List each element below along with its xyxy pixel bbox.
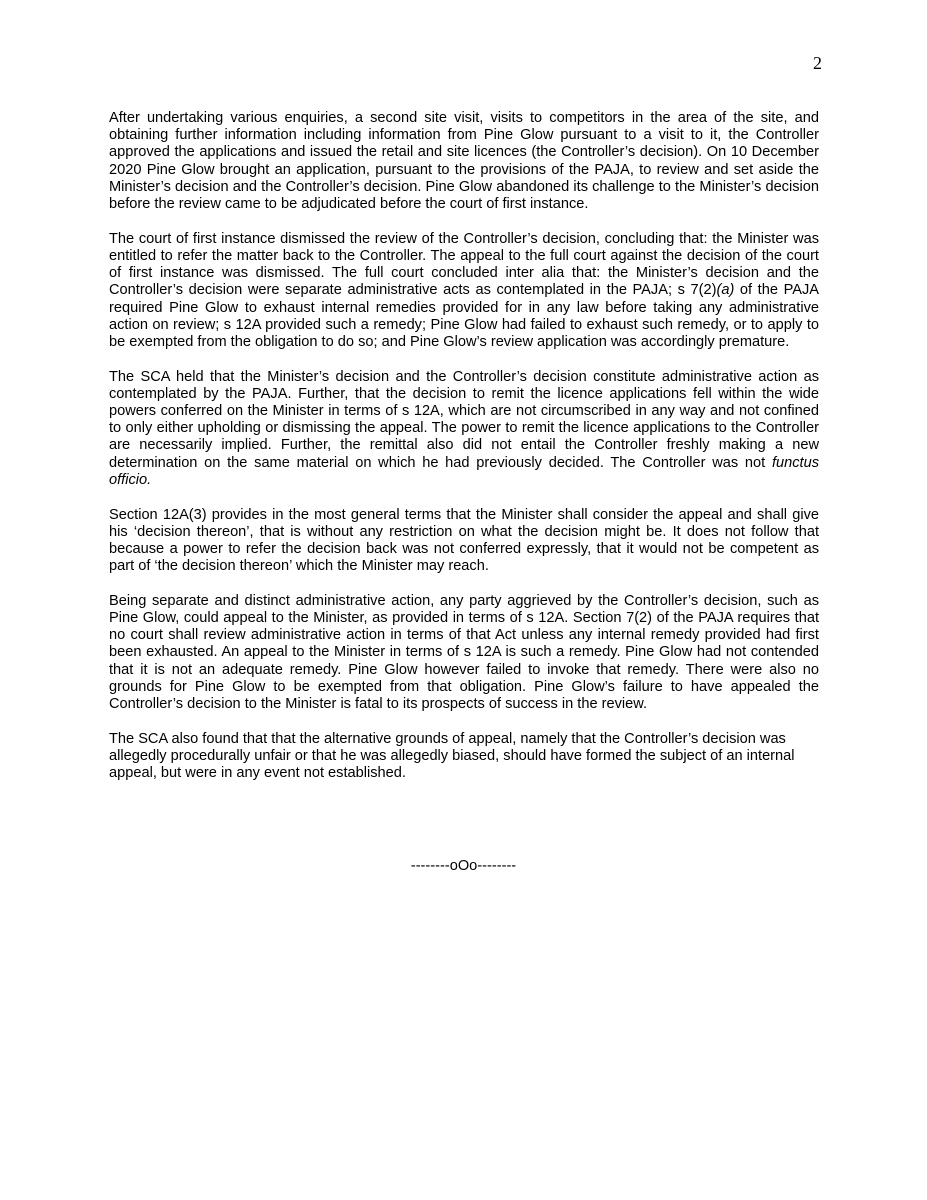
paragraph-controller-decision: After undertaking various enquiries, a second site visit, visits to competitors in the area of the site, and obtaining further information including information from Pine Glow pursuant to a visit to it, the Controller approved the applications and issued the retail and site licences (the Controller’s decision). On 10 December 2020 Pine Glow brought an application, pursuant to the provisions of the PAJA, to review and set aside the Minister’s decision and the Controller’s decision. Pine Glow abandoned its challenge to the Minister’s decision before the review came to be adjudicated before the court of first instance.: [109, 110, 819, 213]
paragraph-text: The court of first instance dismissed the review of the Controller’s decision, concluding that: the Minister was entitled to refer the matter back to the Controller. The appeal to the full court against the decision of the court of first instance was dismissed. The full court concluded inter alia that: the Minister’s decision and the Controller’s decision were separate administrative acts as contemplated in the PAJA; s 7(2): [109, 230, 819, 299]
paragraph-separate-administrative-action: Being separate and distinct administrative action, any party aggrieved by the Controller’s decision, such as Pine Glow, could appeal to the Minister, as provided in terms of s 12A. Section 7(2) of the PAJA requires that no court shall review administrative action in terms of that Act unless any internal remedy provided had first been exhausted. An appeal to the Minister in terms of s 12A is such a remedy. Pine Glow had not contended that it is not an adequate remedy. Pine Glow however failed to invoke that remedy. There were also no grounds for Pine Glow to be exempted from that obligation. Pine Glow’s failure to have appealed the Controller’s decision to the Minister is fatal to its prospects of success in the review.: [109, 592, 819, 713]
paragraph-text: of the PAJA required Pine Glow to exhaust internal remedies provided for in any law before taking any administrative action on review; s 12A provided such a remedy; Pine Glow had failed to exhaust such remedy, or to apply to be exempted from the obligation to do so; and Pine Glow’s review application was accordingly premature.: [109, 282, 819, 350]
paragraph-court-of-first-instance: [109, 231, 819, 351]
page-number: 2: [813, 53, 822, 73]
paragraph-alternative-grounds: The SCA also found that that the alternative grounds of appeal, namely that the Controller’s decision was allegedly procedurally unfair or that he was allegedly biased, should have formed the subject of an internal appeal, but were in any event not established.: [109, 730, 795, 782]
paragraph-text: The SCA held that the Minister’s decision and the Controller’s decision constitute administrative action as contemplated by the PAJA. Further, that the decision to remit the licence applications fell within the wide powers conferred on the Minister in terms of s 12A, which are not circumscribed in any way and not confined to only either upholding or dismissing the appeal. The power to remit the licence applications to the Controller are necessarily implied. Further, the remittal also did not entail the Controller freshly making a new determination on the same material on which he had previously decided. The Controller was not: [109, 368, 819, 471]
end-divider: --------oOo--------: [410, 858, 517, 874]
paragraph-section-12a3: Section 12A(3) provides in the most general terms that the Minister shall consider the appeal and shall give his ‘decision thereon’, that is without any restriction on what the decision might be. It does not follow that because a power to refer the decision back was not conferred expressly, that it would not be competent as part of ‘the decision thereon’ which the Minister may reach.: [109, 506, 819, 575]
document-body: [109, 110, 819, 800]
paragraph-emphasis: (a): [716, 282, 735, 299]
paragraph-emphasis: functus officio.: [109, 454, 819, 488]
paragraph-sca-held: [109, 369, 819, 489]
